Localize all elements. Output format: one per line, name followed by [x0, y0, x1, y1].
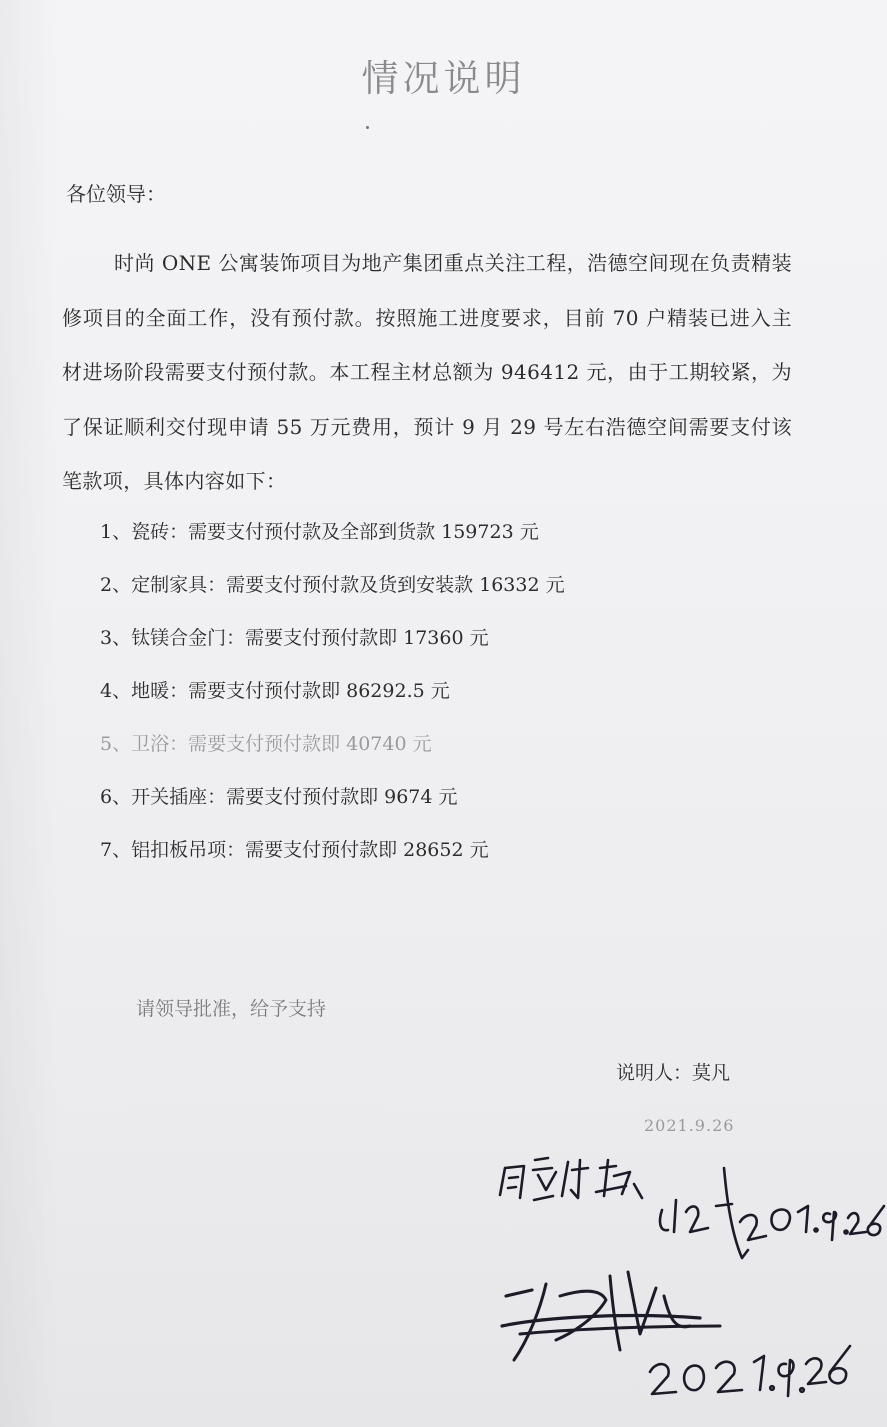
list-item: 1、瓷砖：需要支付预付款及全部到货款 159723 元 [100, 521, 539, 543]
list-item: 4、地暖：需要支付预付款即 86292.5 元 [100, 680, 450, 702]
explainer-line: 说明人：莫凡 [616, 1062, 731, 1084]
body-paragraph: 时尚 ONE 公寓装饰项目为地产集团重点关注工程，浩德空间现在负责精装修项目的全面工作，没有预付款。按照施工进度要求，目前 70 户精装已进入主材进场阶段需要支付预付款。本工程主材总额为 946412 元，由于工期较紧，为了保证顺利交付现申请 55 万元费用，预计 9 月 29 号左右浩德空间需要支付该笔款项，具体内容如下： [62, 251, 792, 493]
approval-request: 请领导批准，给予支持 [136, 998, 327, 1020]
list-item: 3、钛镁合金门：需要支付预付款即 17360 元 [100, 627, 489, 649]
list-item: 7、铝扣板吊项：需要支付预付款即 28652 元 [100, 839, 489, 861]
list-item: 5、卫浴：需要支付预付款即 40740 元 [100, 733, 432, 755]
document-title: 情况说明 [361, 57, 526, 100]
list-item: 2、定制家具：需要支付预付款及货到安装款 16332 元 [100, 574, 565, 596]
document-date: 2021.9.26 [644, 1116, 735, 1135]
salutation: 各位领导： [66, 182, 166, 206]
list-item: 6、开关插座：需要支付预付款即 9674 元 [100, 786, 458, 808]
